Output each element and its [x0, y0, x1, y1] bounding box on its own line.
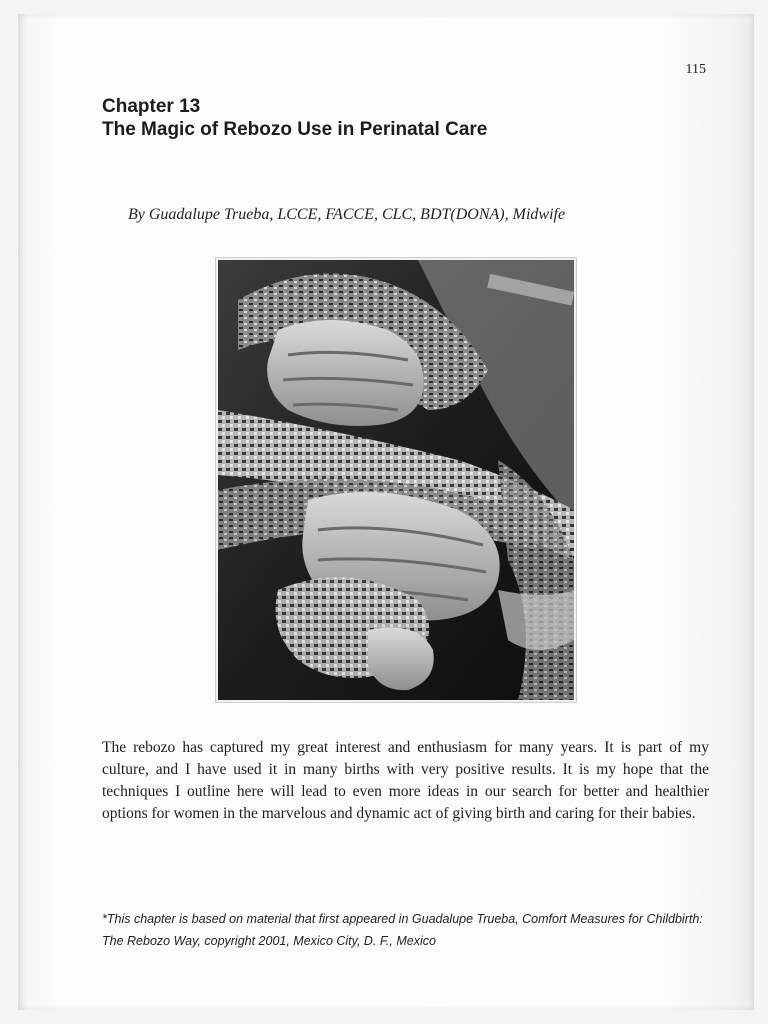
chapter-title: The Magic of Rebozo Use in Perinatal Care [102, 119, 488, 140]
author-byline: By Guadalupe Trueba, LCCE, FACCE, CLC, BDT(DONA), Midwife [128, 206, 566, 223]
page-number: 115 [685, 62, 706, 77]
photo-hands-holding-rebozo [218, 260, 574, 700]
footnote: *This chapter is based on material that first appeared in Guadalupe Trueba, Comfort Measures for Childbirth: The Rebozo Way, copyright 2001, Mexico City, D. F., Mexico [102, 912, 703, 948]
body-paragraph: The rebozo has captured my great interest and enthusiasm for many years. It is part of my culture, and I have used it in many births with very positive results. It is my hope that the techniques I outline here will lead to even more ideas in our search for better and healthier options for women in the marvelous and dynamic act of giving birth and caring for their babies. [102, 739, 709, 822]
book-page [18, 14, 754, 1010]
photo-illustration [218, 260, 574, 700]
chapter-label: Chapter 13 [102, 96, 201, 117]
